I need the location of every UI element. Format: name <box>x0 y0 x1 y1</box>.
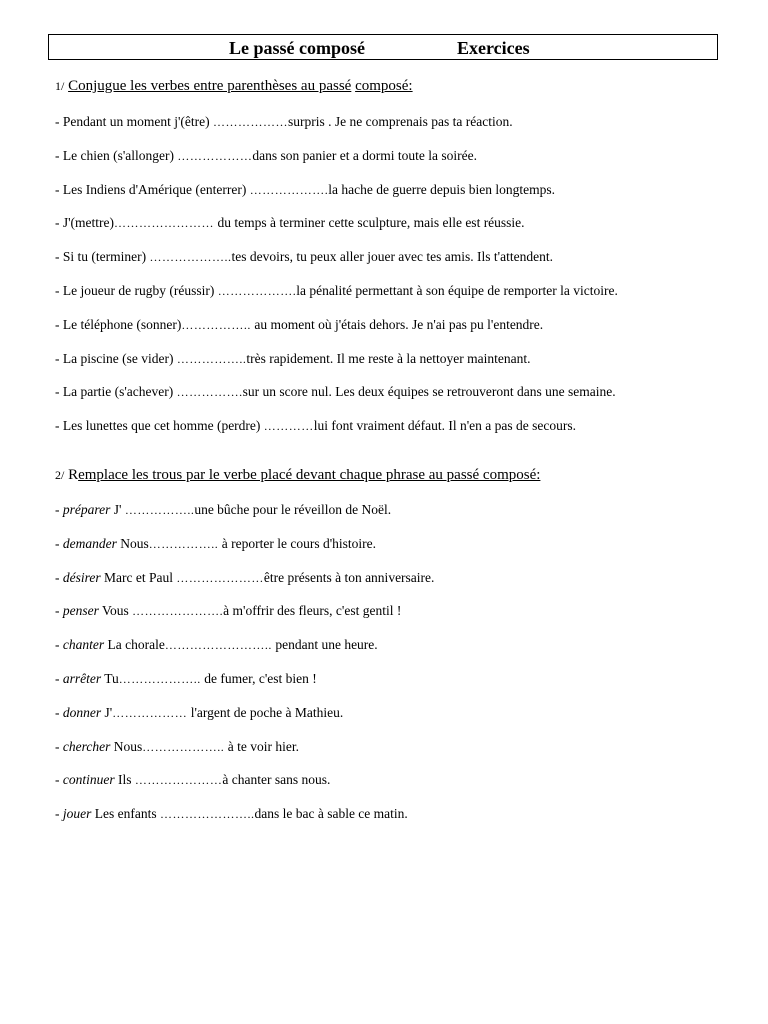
section2-heading-first: R <box>68 467 79 483</box>
verb-label: chanter <box>62 637 105 653</box>
sentence-post: de fumer, c'est bien ! <box>204 671 317 686</box>
sentence-post: au moment où j'étais dehors. Je n'ai pas pu l'entendre. <box>254 316 544 332</box>
exercise1-line <box>55 114 513 130</box>
sentence-post: la hache de guerre depuis bien longtemps. <box>328 181 556 197</box>
section1-heading <box>55 78 413 95</box>
exercise2-line <box>55 502 391 518</box>
section1-number: 1/ <box>55 79 65 93</box>
sentence-pre: Ils <box>114 772 135 788</box>
sentence-post: tes devoirs, tu peux aller jouer avec tes amis. Ils t'attendent. <box>231 249 553 265</box>
sentence-post: surpris . Je ne comprenais pas ta réaction. <box>288 114 513 129</box>
sentence-post: très rapidement. Il me reste à la nettoyer maintenant. <box>246 350 531 366</box>
exercise2-line <box>55 705 343 721</box>
sentence-pre: - Le joueur de rugby (réussir) <box>55 283 218 298</box>
verb-label: penser <box>62 603 99 619</box>
sentence-dash: - <box>55 569 63 585</box>
verb-label: demander <box>62 535 117 551</box>
sentence-post: l'argent de poche à Mathieu. <box>190 704 344 720</box>
exercise2-line <box>55 570 434 586</box>
blank-dots[interactable]: ………… <box>263 419 314 434</box>
sentence-pre: J' <box>110 502 125 517</box>
verb-label: continuer <box>62 772 115 788</box>
sentence-pre: - Pendant un moment j'(être) <box>55 114 214 129</box>
sentence-post: sur un score nul. Les deux équipes se retrouveront dans une semaine. <box>242 384 616 400</box>
section2-number: 2/ <box>55 468 65 482</box>
section1-heading-b: composé: <box>355 78 413 94</box>
section1-heading-a: Conjugue les verbes entre parenthèses au passé <box>68 78 352 94</box>
sentence-pre: - La piscine (se vider) <box>55 350 177 366</box>
blank-dots[interactable]: ……………… <box>177 148 253 163</box>
blank-dots[interactable]: ………………. <box>249 182 329 197</box>
sentence-pre: - Si tu (terminer) <box>55 249 150 265</box>
sentence-pre: - Le chien (s'allonger) <box>55 147 178 163</box>
exercise1-line <box>55 384 616 400</box>
blank-dots[interactable]: ……………….. <box>142 739 228 754</box>
verb-label: arrêter <box>62 671 102 686</box>
verb-label: préparer <box>62 502 111 517</box>
page-title: Le passé composé <box>229 38 365 58</box>
sentence-dash: - <box>55 738 63 754</box>
sentence-pre: - La partie (s'achever) <box>55 384 177 400</box>
exercise2-line <box>55 772 330 788</box>
sentence-pre: La chorale <box>104 637 165 653</box>
verb-label: désirer <box>62 569 101 585</box>
sentence-pre: J' <box>101 704 113 720</box>
exercise2-line <box>55 603 401 619</box>
blank-dots[interactable]: …………….. <box>176 351 247 366</box>
exercise2-line <box>55 806 408 822</box>
sentence-dash: - <box>55 603 63 619</box>
blank-dots[interactable]: …………………… <box>114 216 218 231</box>
exercise1-line <box>55 182 555 198</box>
sentence-dash: - <box>55 671 63 686</box>
blank-dots[interactable]: ……………. <box>176 385 243 400</box>
exercise1-line <box>55 283 618 299</box>
sentence-pre: Nous <box>116 535 149 551</box>
sentence-pre: Les enfants <box>91 806 160 822</box>
exercise2-line <box>55 637 378 653</box>
exercise1-line <box>55 317 543 333</box>
sentence-pre: Vous <box>98 603 133 619</box>
blank-dots[interactable]: ………………… <box>176 570 264 585</box>
sentence-pre: Nous <box>110 738 143 754</box>
blank-dots[interactable]: …………….. <box>181 317 255 332</box>
sentence-post: dans le bac à sable ce matin. <box>254 806 408 822</box>
verb-label: chercher <box>62 738 111 754</box>
section2-heading <box>55 467 540 484</box>
sentence-pre: - Les Indiens d'Amérique (enterrer) <box>55 181 250 197</box>
blank-dots[interactable]: ………………….. <box>159 807 255 822</box>
verb-label: donner <box>62 704 102 720</box>
sentence-post: à reporter le cours d'histoire. <box>221 535 377 551</box>
blank-dots[interactable]: ………………… <box>134 773 223 788</box>
page-subtitle: Exercices <box>457 38 530 58</box>
sentence-dash: - <box>55 502 63 517</box>
blank-dots[interactable]: …………………….. <box>164 638 276 653</box>
sentence-dash: - <box>55 806 63 822</box>
sentence-post: une bûche pour le réveillon de Noël. <box>194 502 392 517</box>
blank-dots[interactable]: …………….. <box>124 503 195 517</box>
sentence-post: à te voir hier. <box>227 738 299 754</box>
sentence-post: pendant une heure. <box>275 637 378 653</box>
sentence-dash: - <box>55 535 63 551</box>
verb-label: jouer <box>62 806 92 822</box>
sentence-pre: - Le téléphone (sonner) <box>55 316 182 332</box>
exercise2-line <box>55 671 317 687</box>
blank-dots[interactable]: ……………… <box>213 115 289 129</box>
sentence-dash: - <box>55 704 63 720</box>
exercise1-line <box>55 249 553 265</box>
exercise2-line <box>55 739 299 755</box>
sentence-post: la pénalité permettant à son équipe de remporter la victoire. <box>296 283 618 298</box>
sentence-post: lui font vraiment défaut. Il n'en a pas de secours. <box>313 418 577 434</box>
sentence-post: à m'offrir des fleurs, c'est gentil ! <box>223 603 402 619</box>
title-box <box>48 34 718 60</box>
sentence-dash: - <box>55 637 63 653</box>
blank-dots[interactable]: …………………. <box>132 604 224 619</box>
exercise1-line <box>55 148 477 164</box>
sentence-dash: - <box>55 772 63 788</box>
exercise1-line <box>55 418 576 434</box>
sentence-pre: Marc et Paul <box>100 569 177 585</box>
exercise2-line <box>55 536 376 552</box>
blank-dots[interactable]: ……………….. <box>149 250 232 265</box>
blank-dots[interactable]: ……………….. <box>118 672 205 686</box>
sentence-pre: - J'(mettre) <box>55 215 115 231</box>
sentence-pre: Tu <box>101 671 119 686</box>
sentence-post: à chanter sans nous. <box>222 772 331 788</box>
exercise1-line <box>55 215 525 231</box>
sentence-pre: - Les lunettes que cet homme (perdre) <box>55 418 264 434</box>
sentence-post: du temps à terminer cette sculpture, mais elle est réussie. <box>217 215 525 231</box>
sentence-post: dans son panier et a dormi toute la soirée. <box>252 147 477 163</box>
blank-dots[interactable]: ………………. <box>217 284 297 298</box>
section2-heading-rest: emplace les trous par le verbe placé devant chaque phrase au passé composé: <box>78 467 541 483</box>
sentence-post: être présents à ton anniversaire. <box>263 569 435 585</box>
exercise1-line <box>55 351 530 367</box>
blank-dots[interactable]: ……………… <box>112 705 191 720</box>
blank-dots[interactable]: …………….. <box>148 536 222 551</box>
